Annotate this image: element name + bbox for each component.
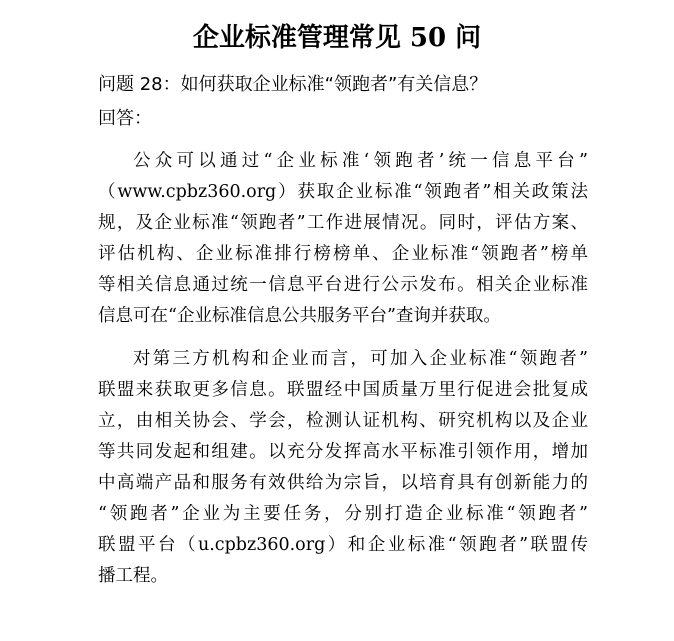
answer-paragraph-1 [98, 146, 588, 332]
paragraph-line: 评估机构、企业标准排行榜榜单、企业标准“领跑者”榜单 [98, 244, 588, 264]
paragraph-line: 联盟来获取更多信息。联盟经中国质量万里行促进会批复成 [98, 380, 588, 400]
document-title: 企业标准管理常见 50 问 [192, 23, 482, 53]
paragraph-line: “领跑者”企业为主要任务，分别打造企业标准“领跑者” [98, 504, 588, 524]
paragraph-line: 等相关信息通过统一信息平台进行公示发布。相关企业标准 [98, 275, 588, 295]
answer-label: 回答： [98, 108, 152, 129]
question-heading: 问题 28：如何获取企业标准“领跑者”有关信息？ [98, 74, 488, 95]
paragraph-line: 等共同发起和组建。以充分发挥高水平标准引领作用，增加 [98, 442, 588, 462]
paragraph-line: 对第三方机构和企业而言，可加入企业标准“领跑者” [133, 349, 588, 369]
paragraph-line: 立，由相关协会、学会，检测认证机构、研究机构以及企业 [98, 411, 588, 431]
answer-paragraph-2 [98, 344, 588, 592]
paragraph-line: 播工程。 [98, 566, 168, 586]
paragraph-line: 信息可在“企业标准信息公共服务平台”查询并获取。 [98, 306, 501, 326]
paragraph-line: 联盟平台（u.cpbz360.org）和企业标准“领跑者”联盟传 [98, 535, 588, 555]
paragraph-line: 中高端产品和服务有效供给为宗旨，以培育具有创新能力的 [98, 473, 588, 493]
paragraph-line: （www.cpbz360.org）获取企业标准“领跑者”相关政策法 [98, 182, 588, 202]
paragraph-line: 公众可以通过“企业标准‘领跑者’统一信息平台” [133, 151, 588, 171]
paragraph-line: 规，及企业标准“领跑者”工作进展情况。同时，评估方案、 [98, 213, 588, 233]
